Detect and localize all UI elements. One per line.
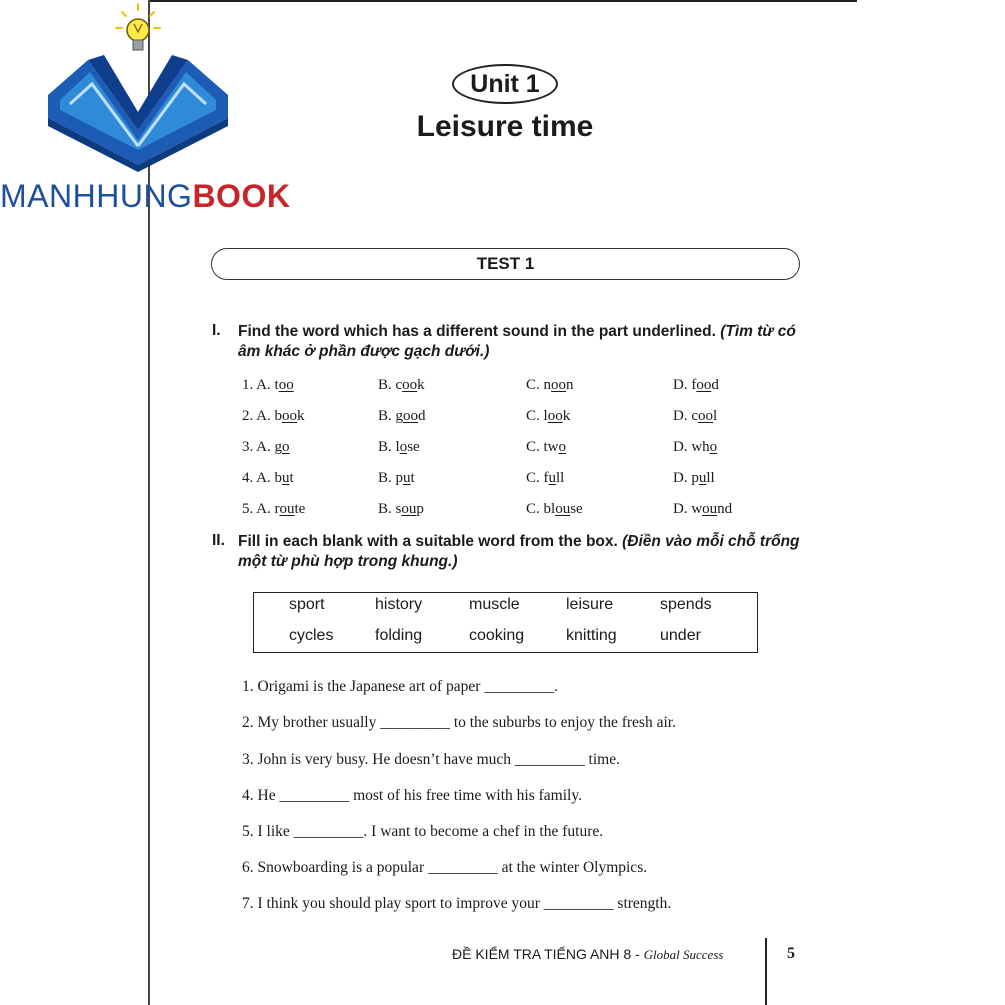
option-3-c [526,439,566,456]
section-2-instruction [238,532,813,572]
option-text: D. p [673,470,699,486]
footer-subtitle: Global Success [643,947,724,962]
section-2-translation: (Điền vào mỗi chỗ trống một từ phù hợp trong khung.) [238,533,800,570]
option-text: t [289,470,294,486]
box-word: muscle [469,596,520,613]
option-underlined: u [548,470,556,486]
option-text: B. l [378,439,400,455]
box-word: sport [289,596,325,613]
open-book-icon [48,55,228,172]
option-text: 2. A. b [242,408,283,424]
option-5-b [378,501,424,518]
option-underlined: ou [401,501,417,517]
option-underlined: oo [696,377,712,393]
option-underlined: oo [278,377,294,393]
footer-title: ĐỀ KIỂM TRA TIẾNG ANH 8 - [452,946,644,962]
option-text: 4. A. b [242,470,283,486]
option-1-d [673,377,719,394]
option-underlined: oo [551,377,567,393]
option-text: B. g [378,408,404,424]
unit-label: Unit 1 [452,64,558,104]
option-text: B. s [378,501,402,517]
exercise-sentence-6: 6. Snowboarding is a popular _________ at the winter Olympics. [242,859,648,876]
lightbulb-icon [116,4,160,50]
option-text: C. tw [526,439,559,455]
option-text: B. c [378,377,403,393]
option-2-d [673,408,717,425]
option-2-a [242,408,305,425]
option-4-a [242,470,294,487]
option-underlined: oo [547,408,563,424]
option-1-a [242,377,294,394]
option-underlined: oo [698,408,713,424]
option-text: k [417,377,425,393]
brand-name-part1: MANHHUNG [0,178,193,214]
option-text: nd [717,501,733,517]
page-number: 5 [787,945,795,962]
option-underlined: u [282,470,290,486]
option-underlined: oo [402,377,418,393]
option-5-d [673,501,732,518]
option-3-a [242,439,290,456]
footer-divider [765,938,767,1005]
option-text: C. bl [526,501,556,517]
option-text: 1. A. t [242,377,279,393]
option-1-c [526,377,574,394]
option-text: C. f [526,470,549,486]
test-label: TEST 1 [211,248,800,280]
footer-book-title [452,946,723,963]
section-1-translation: (Tìm từ có âm khác ở phần được gạch dưới.) [238,323,796,360]
option-underlined: oo [282,408,298,424]
option-underlined: ou [555,501,571,517]
option-text: t [410,470,415,486]
option-underlined: ou [702,501,718,517]
option-underlined: oo [403,408,419,424]
exercise-sentence-1: 1. Origami is the Japanese art of paper _________. [242,678,558,695]
box-word: cooking [469,627,525,644]
option-text: D. wh [673,439,710,455]
option-2-c [526,408,570,425]
option-3-d [673,439,717,456]
option-underlined: u [403,470,411,486]
exercise-sentence-5: 5. I like _________. I want to become a chef in the future. [242,823,604,840]
option-text: 5. A. r [242,501,280,517]
option-underlined: u [698,470,707,486]
section-1-number: I. [212,322,221,339]
option-1-b [378,377,425,394]
brand-name-part2: BOOK [192,178,291,214]
exercise-sentence-2: 2. My brother usually _________ to the suburbs to enjoy the fresh air. [242,714,676,731]
option-text: k [562,408,571,424]
option-text: p [416,501,424,517]
box-word: history [375,596,423,613]
exercise-sentence-4: 4. He _________ most of his free time with his family. [242,787,582,804]
option-text: B. p [378,470,404,486]
brand-logo [0,178,290,215]
box-word: spends [660,596,712,613]
option-4-d [673,470,715,487]
option-text: ll [556,470,565,486]
box-word: under [660,627,701,644]
option-text: C. l [526,408,548,424]
box-word: folding [375,627,423,644]
option-underlined: o [709,439,718,455]
option-text: ll [706,470,715,486]
option-3-b [378,439,420,456]
section-1-instruction [238,322,808,362]
option-underlined: o [282,439,290,455]
section-1-instruction-text: Find the word which has a different sound in the part underlined. [238,323,716,340]
book-logo-icon [38,0,258,180]
section-2-instruction-text: Fill in each blank with a suitable word from the box. [238,533,618,550]
box-word: leisure [566,596,614,613]
section-2-number: II. [212,532,225,549]
option-text: D. c [673,408,698,424]
box-word: knitting [566,627,617,644]
option-text: n [566,377,574,393]
option-text: se [570,501,583,517]
option-4-b [378,470,415,487]
option-text: se [407,439,420,455]
option-text: D. w [673,501,703,517]
option-4-c [526,470,564,487]
option-underlined: ou [279,501,295,517]
option-text: d [418,408,426,424]
option-text: k [297,408,305,424]
option-5-a [242,501,305,518]
option-text: D. f [673,377,697,393]
exercise-sentence-3: 3. John is very busy. He doesn’t have much _________ time. [242,751,620,768]
option-text: d [711,377,719,393]
option-underlined: o [399,439,408,455]
exercise-sentence-7: 7. I think you should play sport to improve your _________ strength. [242,895,672,912]
option-underlined: o [558,439,567,455]
box-word: cycles [289,627,334,644]
option-text: C. n [526,377,552,393]
option-text: l [713,408,718,424]
page-title: Leisure time [416,110,594,143]
option-text: 3. A. g [242,439,283,455]
option-5-c [526,501,583,518]
option-2-b [378,408,426,425]
option-text: te [294,501,306,517]
